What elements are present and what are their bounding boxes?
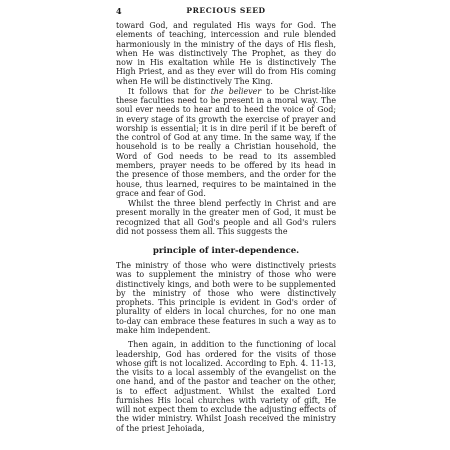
paragraph-1: toward God, and regulated His ways for God. The elements of teaching, intercession and rule blended harmoniously in the ministry of the days of His flesh, when He was distinctively The Prophet, as they do now in His exaltation while He is distinctively The High Priest, and as they ever will do from His coming when He will be distinctively The King. xyxy=(116,21,336,86)
paragraph-2-italic: the believer xyxy=(210,86,262,96)
paragraph-3: Whilst the three blend perfectly in Christ and are present morally in the greater men of God, it must be recognized that all God's people and all God's rulers did not possess them all. This suggests the xyxy=(116,199,336,236)
page-body xyxy=(116,21,336,433)
section-heading: principle of inter-dependence. xyxy=(152,246,300,257)
paragraph-5: Then again, in addition to the functioning of local leadership, God has ordered for the visits of those whose gift is not localized. According to Eph. 4. 11-13, the visits to a local assembly of the evangelist on the one hand, and of the pastor and teacher on the other, is to effect adjustment. Whilst the exalted Lord furnishes His local churches with variety of gift, He will not expect them to exclude the adjusting effects of the wider ministry. Whilst Joash received the ministry of the priest Jehoiada, xyxy=(116,340,336,433)
page-number: 4 xyxy=(116,6,122,16)
paragraph-4: The ministry of those who were distinctively priests was to supplement the ministry of those who were distinctively kings, and both were to be supplemented by the ministry of those who were distinctively prophets. This principle is evident in God's order of plurality of elders in local churches, for no one man to-day can embrace these features in such a way as to make him independent. xyxy=(116,261,336,335)
paragraph-2-start: It follows that for xyxy=(128,86,211,96)
running-title: PRECIOUS SEED xyxy=(186,6,266,15)
page-header xyxy=(116,6,336,18)
paragraph-2-rest: to be Christ-like these faculties need to be present in a moral way. The soul ever needs to hear and to heed the voice of God; in every stage of its growth the exercise of prayer and worship is essential; it is in dire peril if it be bereft of the control of God at any time. In the same way, if the household is to be really a Christian household, the Word of God needs to be read to its assembled members, prayer needs to be offered by its head in the presence of those members, and the order for the house, thus learned, requires to be maintained in the grace and fear of God. xyxy=(116,86,336,198)
paragraph-2 xyxy=(116,87,336,198)
